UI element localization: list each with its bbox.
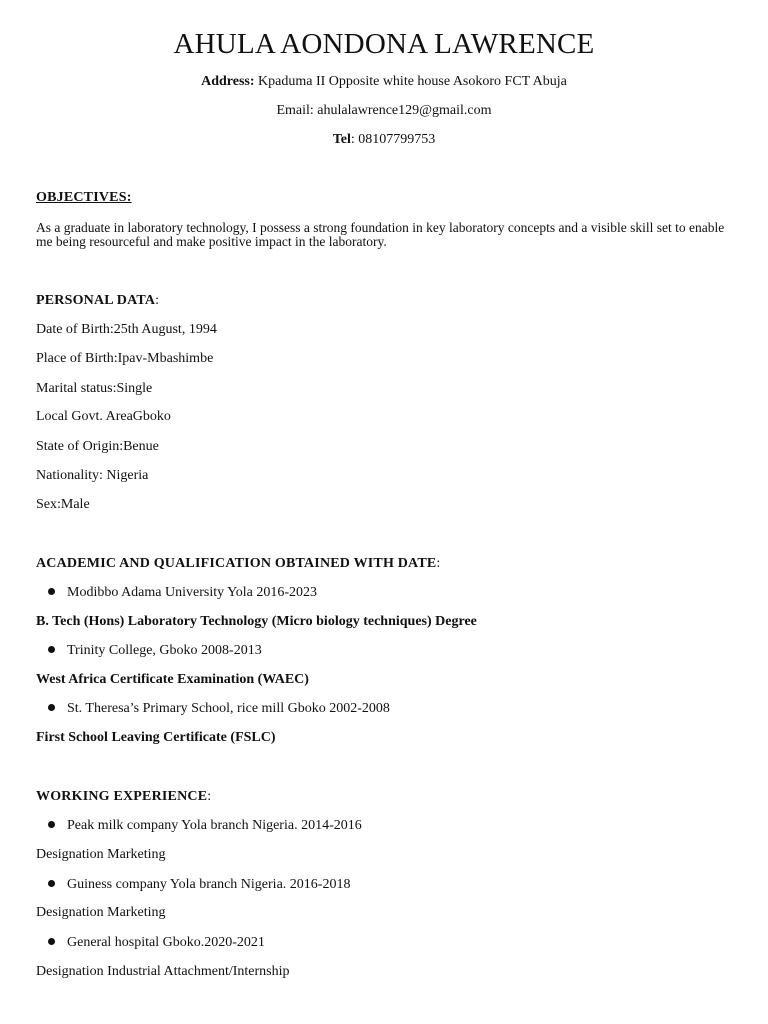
academic-school-2 [48,701,390,717]
experience-designation-1: Designation Marketing [36,905,166,920]
bullet-icon [48,588,55,595]
academic-qualification-0: B. Tech (Hons) Laboratory Technology (Micro biology techniques) Degree [36,614,477,629]
email-label: Email: [276,103,314,118]
school-text: St. Theresa’s Primary School, rice mill Gboko 2002-2008 [67,701,390,716]
personal-item-marital: Marital status:Single [36,381,153,396]
address-line [0,74,768,90]
place-text: General hospital Gboko.2020-2021 [67,935,265,950]
bullet-icon [48,821,55,828]
bullet-icon [48,646,55,653]
academic-qualification-1: West Africa Certificate Examination (WAEC) [36,672,309,687]
academic-title: ACADEMIC AND QUALIFICATION OBTAINED WITH DATE [36,556,437,571]
tel-value: : 08107799753 [350,132,436,147]
school-text: Modibbo Adama University Yola 2016-2023 [67,585,318,600]
address-label: Address: [201,74,255,89]
tel-line [0,132,768,148]
place-text: Guiness company Yola branch Nigeria. 2016-2018 [67,877,351,892]
personal-item-state: State of Origin:Benue [36,439,159,454]
experience-place-0 [48,818,362,834]
school-text: Trinity College, Gboko 2008-2013 [67,643,262,658]
email-line [0,103,768,119]
bullet-icon [48,938,55,945]
academic-qualification-2: First School Leaving Certificate (FSLC) [36,730,276,745]
objectives-text: As a graduate in laboratory technology, I possess a strong foundation in key laboratory concepts and a visible skill set to enable me being resourceful and make positive impact in the laboratory. [36,220,725,249]
address-value: Kpaduma II Opposite white house Asokoro FCT Abuja [258,74,567,89]
experience-colon: : [207,789,212,804]
bullet-icon [48,880,55,887]
personal-item-pob: Place of Birth:Ipav-Mbashimbe [36,351,214,366]
experience-designation-2: Designation Industrial Attachment/Internship [36,964,290,979]
experience-heading [36,789,211,805]
bullet-icon [48,704,55,711]
personal-item-nationality: Nationality: Nigeria [36,468,149,483]
personal-item-sex: Sex:Male [36,497,90,512]
candidate-name: AHULA AONDONA LAWRENCE [173,28,595,60]
personal-data-title: PERSONAL DATA [36,293,156,308]
experience-place-2 [48,935,265,951]
experience-title: WORKING EXPERIENCE [36,789,208,804]
academic-school-0 [48,585,317,601]
academic-heading [36,556,441,572]
academic-school-1 [48,643,262,659]
personal-item-dob: Date of Birth:25th August, 1994 [36,322,217,337]
personal-data-colon: : [155,293,160,308]
academic-colon: : [436,556,441,571]
objectives-heading: OBJECTIVES: [36,190,132,205]
email-value: ahulalawrence129@gmail.com [317,103,492,118]
place-text: Peak milk company Yola branch Nigeria. 2014-2016 [67,818,362,833]
personal-data-heading [36,293,159,309]
experience-place-1 [48,877,350,893]
tel-label: Tel [332,132,351,147]
experience-designation-0: Designation Marketing [36,847,166,862]
personal-item-lga: Local Govt. AreaGboko [36,409,171,424]
